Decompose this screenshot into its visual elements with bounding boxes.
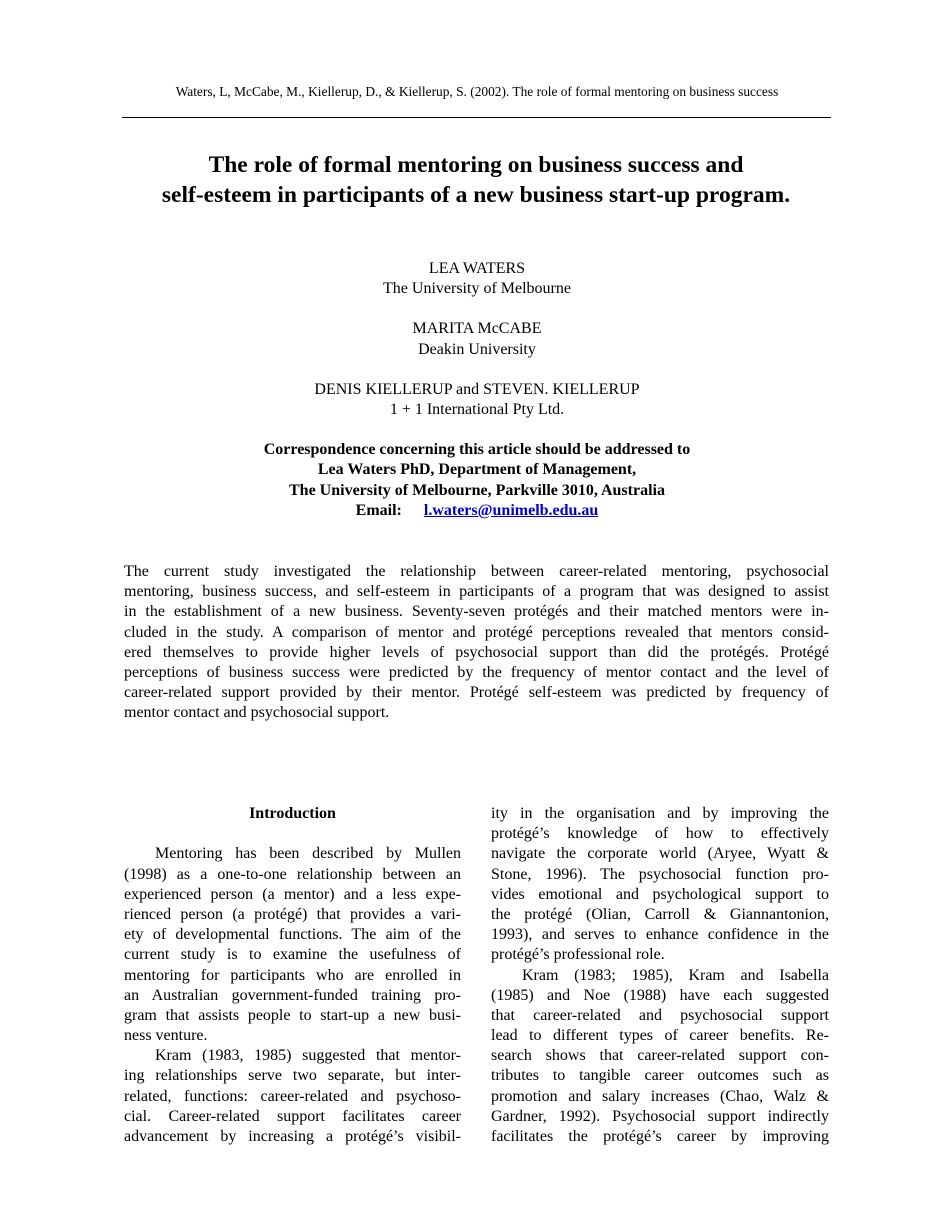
- abstract-line: in the establishment of a new business. Seventy-seven protégés and their matched mentors were in-: [124, 603, 829, 621]
- body-line: Mentoring has been described by Mullen: [155, 845, 461, 863]
- author-name: LEA WATERS: [428, 260, 526, 277]
- running-header: Waters, L, McCabe, M., Kiellerup, D., & Kiellerup, S. (2002). The role of formal mentoring on business success: [175, 84, 779, 99]
- body-line: navigate the corporate world (Aryee, Wyatt &: [491, 845, 829, 863]
- abstract: [124, 562, 829, 724]
- left-column: [124, 804, 461, 1147]
- body-line: (1998) as a one-to-one relationship between an: [124, 865, 461, 883]
- correspondence-line-1: Correspondence concerning this article should be addressed to: [263, 441, 691, 459]
- body-line: lead to different types of career benefits. Re-: [491, 1027, 829, 1045]
- abstract-line: perceptions of business success were predicted by the frequency of mentor contact and the level of: [124, 663, 829, 681]
- body-line: that career-related and psychosocial support: [491, 1006, 829, 1024]
- body-line: Kram (1983; 1985), Kram and Isabella: [522, 966, 829, 984]
- author-affiliation: 1 + 1 International Pty Ltd.: [389, 401, 565, 419]
- author-name: MARITA McCABE: [412, 320, 542, 338]
- abstract-line: mentoring, business success, and self-esteem in participants of a program that was designed to assist: [124, 583, 829, 601]
- title-line-1: The role of formal mentoring on business success and: [208, 152, 744, 178]
- body-line: protégé’s knowledge of how to effectively: [491, 825, 829, 843]
- body-line: ness venture.: [124, 1027, 208, 1045]
- abstract-line: cluded in the study. A comparison of mentor and protégé perceptions revealed that mentors consid-: [124, 623, 829, 641]
- author-3: [124, 380, 830, 420]
- body-line: cial. Career-related support facilitates career: [124, 1107, 461, 1125]
- author-affiliation: The University of Melbourne: [383, 280, 571, 298]
- abstract-line: ered themselves to provide higher levels of psychosocial support than did the protégés. Protégé: [124, 643, 829, 661]
- body-line: tributes to tangible career outcomes such as: [491, 1067, 829, 1085]
- author-2: [124, 319, 830, 359]
- body-line: advancement by increasing a protégé’s visibil-: [124, 1128, 461, 1145]
- body-line: facilitates the protégé’s career by improving: [491, 1128, 829, 1145]
- correspondence-block: [124, 440, 830, 521]
- abstract-line: mentor contact and psychosocial support.: [124, 704, 390, 722]
- title-line-2: self-esteem in participants of a new business start-up program.: [161, 182, 791, 208]
- body-line: ing relationships serve two separate, but inter-: [124, 1067, 461, 1085]
- body-line: experienced person (a mentor) and a less expe-: [124, 885, 461, 903]
- body-line: Stone, 1996). The psychosocial function pro-: [491, 865, 829, 883]
- body-line: promotion and salary increases (Chao, Walz &: [491, 1087, 829, 1105]
- body-line: rienced person (a protégé) that provides a vari-: [124, 905, 461, 923]
- body-line: Gardner, 1992). Psychosocial support indirectly: [491, 1107, 829, 1125]
- abstract-line: The current study investigated the relationship between career-related mentoring, psychosocial: [124, 563, 829, 580]
- body-line: ety of developmental functions. The aim of the: [124, 926, 461, 944]
- email-label: Email:: [355, 501, 402, 519]
- body-line: an Australian government-funded training pro-: [124, 986, 461, 1004]
- body-line: Kram (1983, 1985) suggested that mentor-: [155, 1047, 461, 1065]
- author-block: [124, 259, 830, 521]
- correspondence-line-2: Lea Waters PhD, Department of Management,: [317, 461, 637, 479]
- body-line: (1985) and Noe (1988) have each suggested: [491, 986, 829, 1004]
- body-line: gram that assists people to start-up a new busi-: [124, 1006, 461, 1024]
- email-link[interactable]: l.waters@unimelb.edu.au: [423, 501, 599, 519]
- header-rule: [122, 117, 831, 118]
- author-1: [124, 259, 830, 299]
- paper-title: [100, 150, 852, 210]
- abstract-line: career-related support provided by their mentor. Protégé self-esteem was predicted by frequency of: [124, 684, 829, 702]
- body-line: 1993), and serves to enhance confidence in the: [491, 926, 829, 944]
- body-line: protégé’s professional role.: [491, 946, 665, 964]
- body-line: vides emotional and psychological support to: [491, 885, 829, 903]
- right-column: [491, 804, 829, 1147]
- correspondence-email-row: [124, 501, 830, 521]
- correspondence-line-3: The University of Melbourne, Parkville 3010, Australia: [289, 481, 665, 499]
- body-line: related, functions: career-related and psychoso-: [124, 1087, 461, 1105]
- author-affiliation: Deakin University: [418, 340, 536, 358]
- body-line: the protégé (Olian, Carroll & Giannantonion,: [491, 905, 829, 923]
- author-name: DENIS KIELLERUP and STEVEN. KIELLERUP: [314, 380, 640, 398]
- body-line: mentoring for participants who are enrolled in: [124, 966, 461, 984]
- body-line: current study is to examine the usefulness of: [124, 946, 461, 964]
- body-line: ity in the organisation and by improving the: [491, 805, 829, 822]
- body-line: search shows that career-related support con-: [491, 1047, 829, 1065]
- section-heading-introduction: Introduction: [249, 805, 336, 822]
